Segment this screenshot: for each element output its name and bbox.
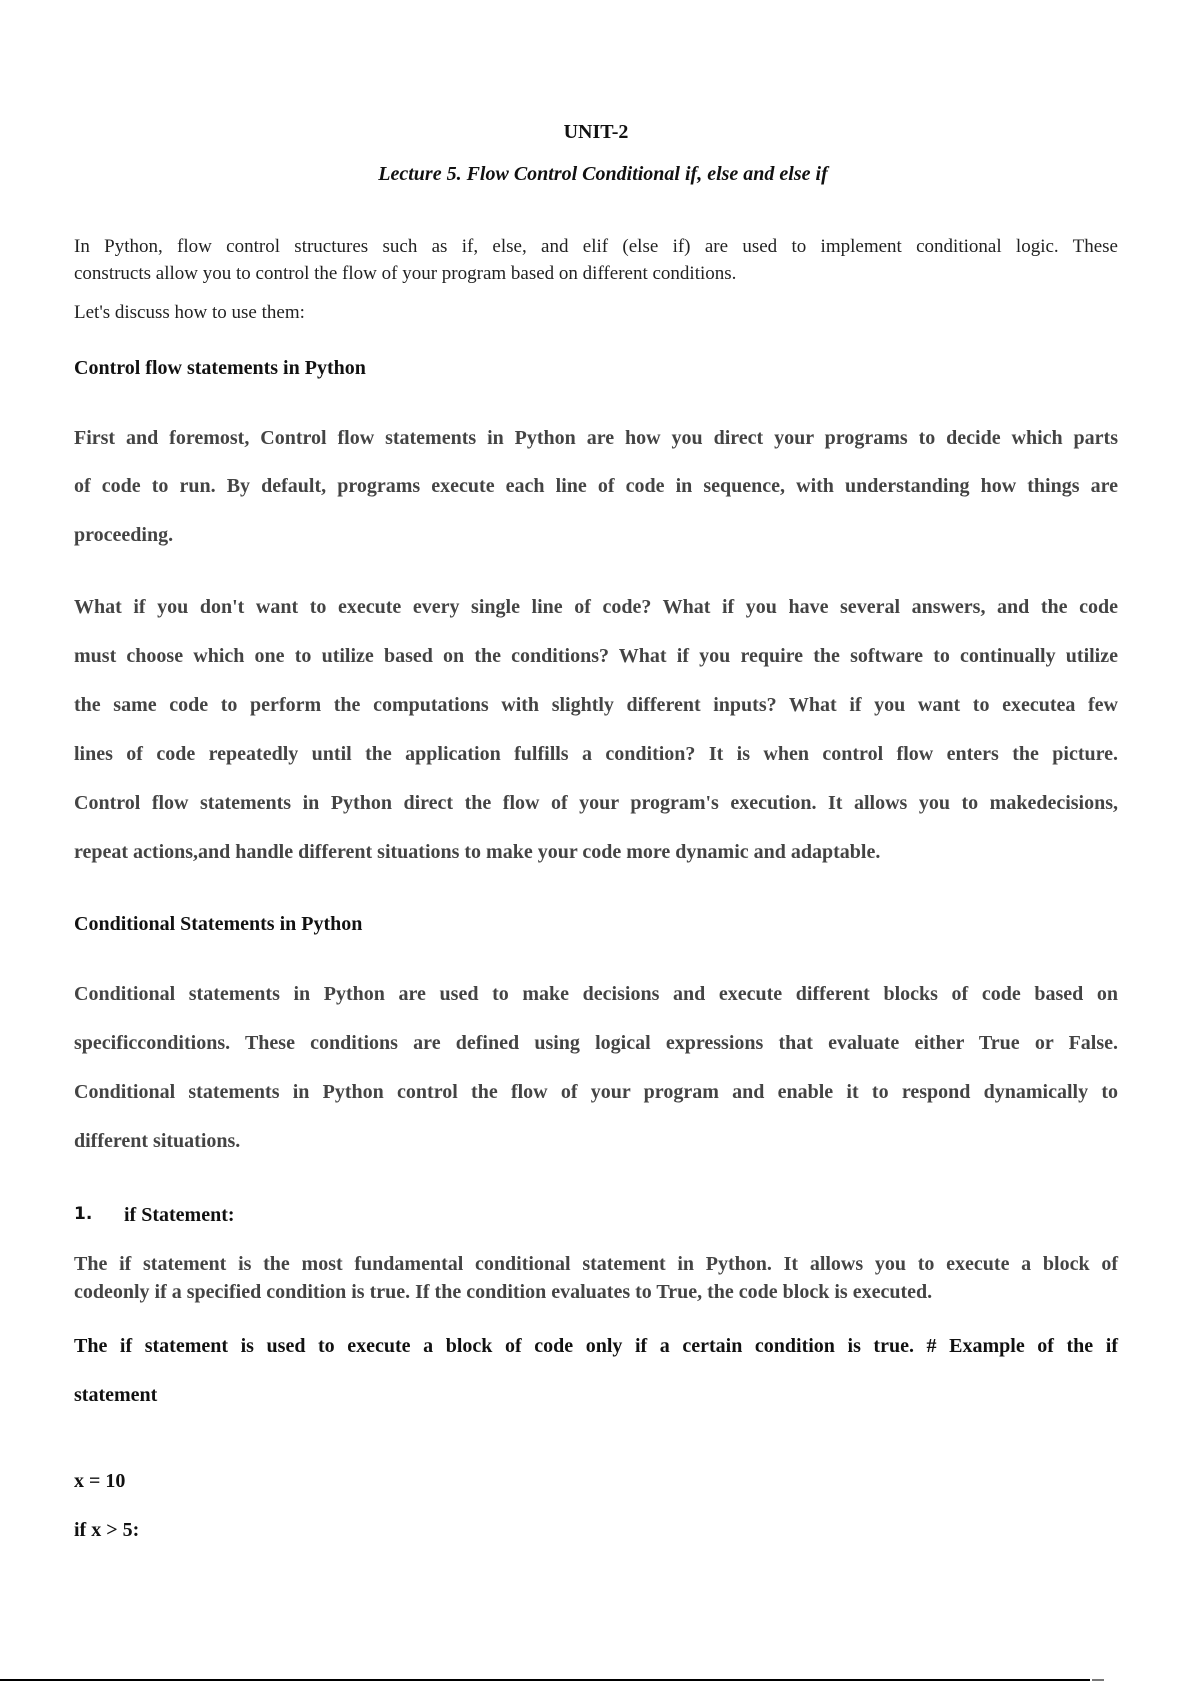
intro-line-2: constructs allow you to control the flow of your program based on different conditions. <box>74 263 737 284</box>
para4-line-1: The if statement is the most fundamental conditional statement in Python. It allows you to execute a block of <box>74 1253 1118 1275</box>
page-bottom-rule-tail <box>1092 1679 1104 1681</box>
page-bottom-rule <box>0 1679 1090 1681</box>
intro-lead: Let's discuss how to use them: <box>74 302 305 323</box>
para2-line-2: must choose which one to utilize based on the conditions? What if you require the software to continually utilize <box>74 645 1118 667</box>
code-line-1: x = 10 <box>74 1470 126 1492</box>
section-heading-control-flow: Control flow statements in Python <box>74 357 366 379</box>
para1-line-2: of code to run. By default, programs execute each line of code in sequence, with understanding how things are <box>74 475 1118 497</box>
para4-line-2: codeonly if a specified condition is true. If the condition evaluates to True, the code block is executed. <box>74 1281 933 1303</box>
para3-line-3: Conditional statements in Python control the flow of your program and enable it to respond dynamically to <box>74 1081 1118 1103</box>
intro-line-1: In Python, flow control structures such as if, else, and elif (else if) are used to implement conditional logic. These <box>74 236 1118 257</box>
para5-line-1: The if statement is used to execute a block of code only if a certain condition is true. # Example of the if <box>74 1335 1118 1357</box>
para1-line-3: proceeding. <box>74 524 174 546</box>
para2-line-1: What if you don't want to execute every single line of code? What if you have several answers, and the code <box>74 596 1118 618</box>
para2-line-6: repeat actions,and handle different situations to make your code more dynamic and adaptable. <box>74 841 881 863</box>
para2-line-5: Control flow statements in Python direct the flow of your program's execution. It allows you to makedecisions, <box>74 792 1118 814</box>
section-heading-if: if Statement: <box>124 1204 235 1226</box>
list-number: 1. <box>74 1204 93 1224</box>
para3-line-2: specificconditions. These conditions are defined using logical expressions that evaluate either True or False. <box>74 1032 1118 1054</box>
lecture-title: Lecture 5. Flow Control Conditional if, else and else if <box>378 163 828 185</box>
para3-line-1: Conditional statements in Python are used to make decisions and execute different blocks of code based on <box>74 983 1118 1005</box>
section-heading-conditional: Conditional Statements in Python <box>74 913 363 935</box>
list-item-if-statement <box>74 1204 1118 1224</box>
para1-line-1: First and foremost, Control flow statements in Python are how you direct your programs to decide which parts <box>74 427 1118 449</box>
para3-line-4: different situations. <box>74 1130 241 1152</box>
code-line-2: if x > 5: <box>74 1519 140 1541</box>
para2-line-4: lines of code repeatedly until the application fulfills a condition? It is when control flow enters the picture. <box>74 743 1118 765</box>
para2-line-3: the same code to perform the computations with slightly different inputs? What if you want to executea few <box>74 694 1118 716</box>
unit-title: UNIT-2 <box>563 121 629 143</box>
para5-line-2: statement <box>74 1384 158 1406</box>
